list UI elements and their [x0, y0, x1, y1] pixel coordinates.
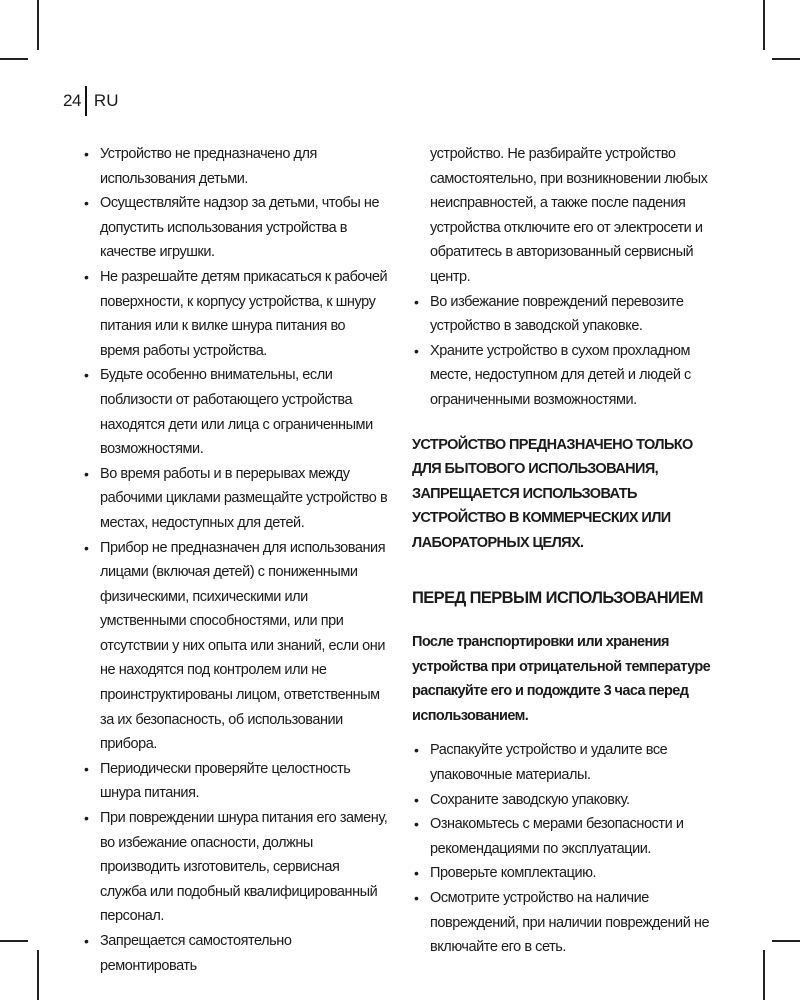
crop-mark: [0, 940, 28, 942]
list-item: • Сохраните заводскую упаковку.: [412, 788, 714, 813]
first-use-steps: [412, 738, 714, 959]
list-item: • Будьте особенно внимательны, если поблизости от работающего устройства находятся дети или лица с ограниченными возможностями.: [82, 363, 388, 461]
list-item: • При повреждении шнура питания его замену, во избежание опасности, должны производить изготовитель, сервисная служба или подобный квалифицированный персонал.: [82, 806, 388, 929]
list-item: • Запрещается самостоятельно ремонтировать: [82, 929, 388, 978]
section-title: ПЕРЕД ПЕРВЫМ ИСПОЛЬЗОВАНИЕМ: [412, 588, 703, 607]
right-column: [412, 142, 714, 960]
crop-mark: [37, 0, 39, 50]
list-item: • Осмотрите устройство на наличие повреждений, при наличии повреждений не включайте его в сеть.: [412, 886, 714, 960]
continued-text: устройство. Не разбирайте устройство самостоятельно, при возникновении любых неисправностей, а также после падения устройства отключите его от электросети и обратитесь в авторизованный сервисный центр.: [430, 146, 708, 285]
crop-mark: [772, 58, 800, 60]
list-item: • Во время работы и в перерывах между рабочими циклами размещайте устройство в местах, недоступных для детей.: [82, 462, 388, 536]
crop-mark: [0, 58, 28, 60]
list-item: • Проверьте комплектацию.: [412, 861, 714, 886]
list-item: • Ознакомьтесь с мерами безопасности и рекомендациями по эксплуатации.: [412, 812, 714, 861]
list-item: • Распакуйте устройство и удалите все упаковочные материалы.: [412, 738, 714, 787]
header-divider: [85, 86, 87, 116]
crop-mark: [763, 0, 765, 50]
household-use-notice: УСТРОЙСТВО ПРЕДНАЗНАЧЕНО ТОЛЬКО ДЛЯ БЫТОВОГО ИСПОЛЬЗОВАНИЯ, ЗАПРЕЩАЕТСЯ ИСПОЛЬЗОВАТЬ УСТРОЙСТВО В КОММЕРЧЕСКИХ ИЛИ ЛАБОРАТОРНЫХ ЦЕЛЯХ.: [412, 436, 693, 551]
crop-mark: [37, 950, 39, 1000]
list-item: • Прибор не предназначен для использования лицами (включая детей) с пониженными физическими, психическими или умственными способностями, или при отсутствии у них опыта или знаний, если они не находятся под контролем или не проинструктированы лицом, ответственным за их безопасность, об использовании прибора.: [82, 536, 388, 757]
list-item: • Не разрешайте детям прикасаться к рабочей поверхности, к корпусу устройства, к шнуру питания или к вилке шнура питания во время работы устройства.: [82, 265, 388, 363]
page-number: 24: [63, 91, 81, 110]
section-intro: После транспортировки или хранения устройства при отрицательной температуре распакуйте его и подождите 3 часа перед использованием.: [412, 634, 711, 724]
list-item: • Храните устройство в сухом прохладном месте, недоступном для детей и людей с ограниченными возможностями.: [412, 339, 714, 413]
safety-list: [82, 142, 388, 978]
list-item: • Периодически проверяйте целостность шнура питания.: [82, 757, 388, 806]
language-label: RU: [93, 91, 119, 110]
crop-mark: [772, 940, 800, 942]
page-header: [63, 86, 118, 116]
list-item: • Устройство не предназначено для использования детьми.: [82, 142, 388, 191]
storage-list: [412, 290, 714, 413]
list-item: • Во избежание повреждений перевозите устройство в заводской упаковке.: [412, 290, 714, 339]
crop-mark: [763, 950, 765, 1000]
list-item: • Осуществляйте надзор за детьми, чтобы не допустить использования устройства в качестве игрушки.: [82, 191, 388, 265]
left-column: [82, 142, 388, 978]
